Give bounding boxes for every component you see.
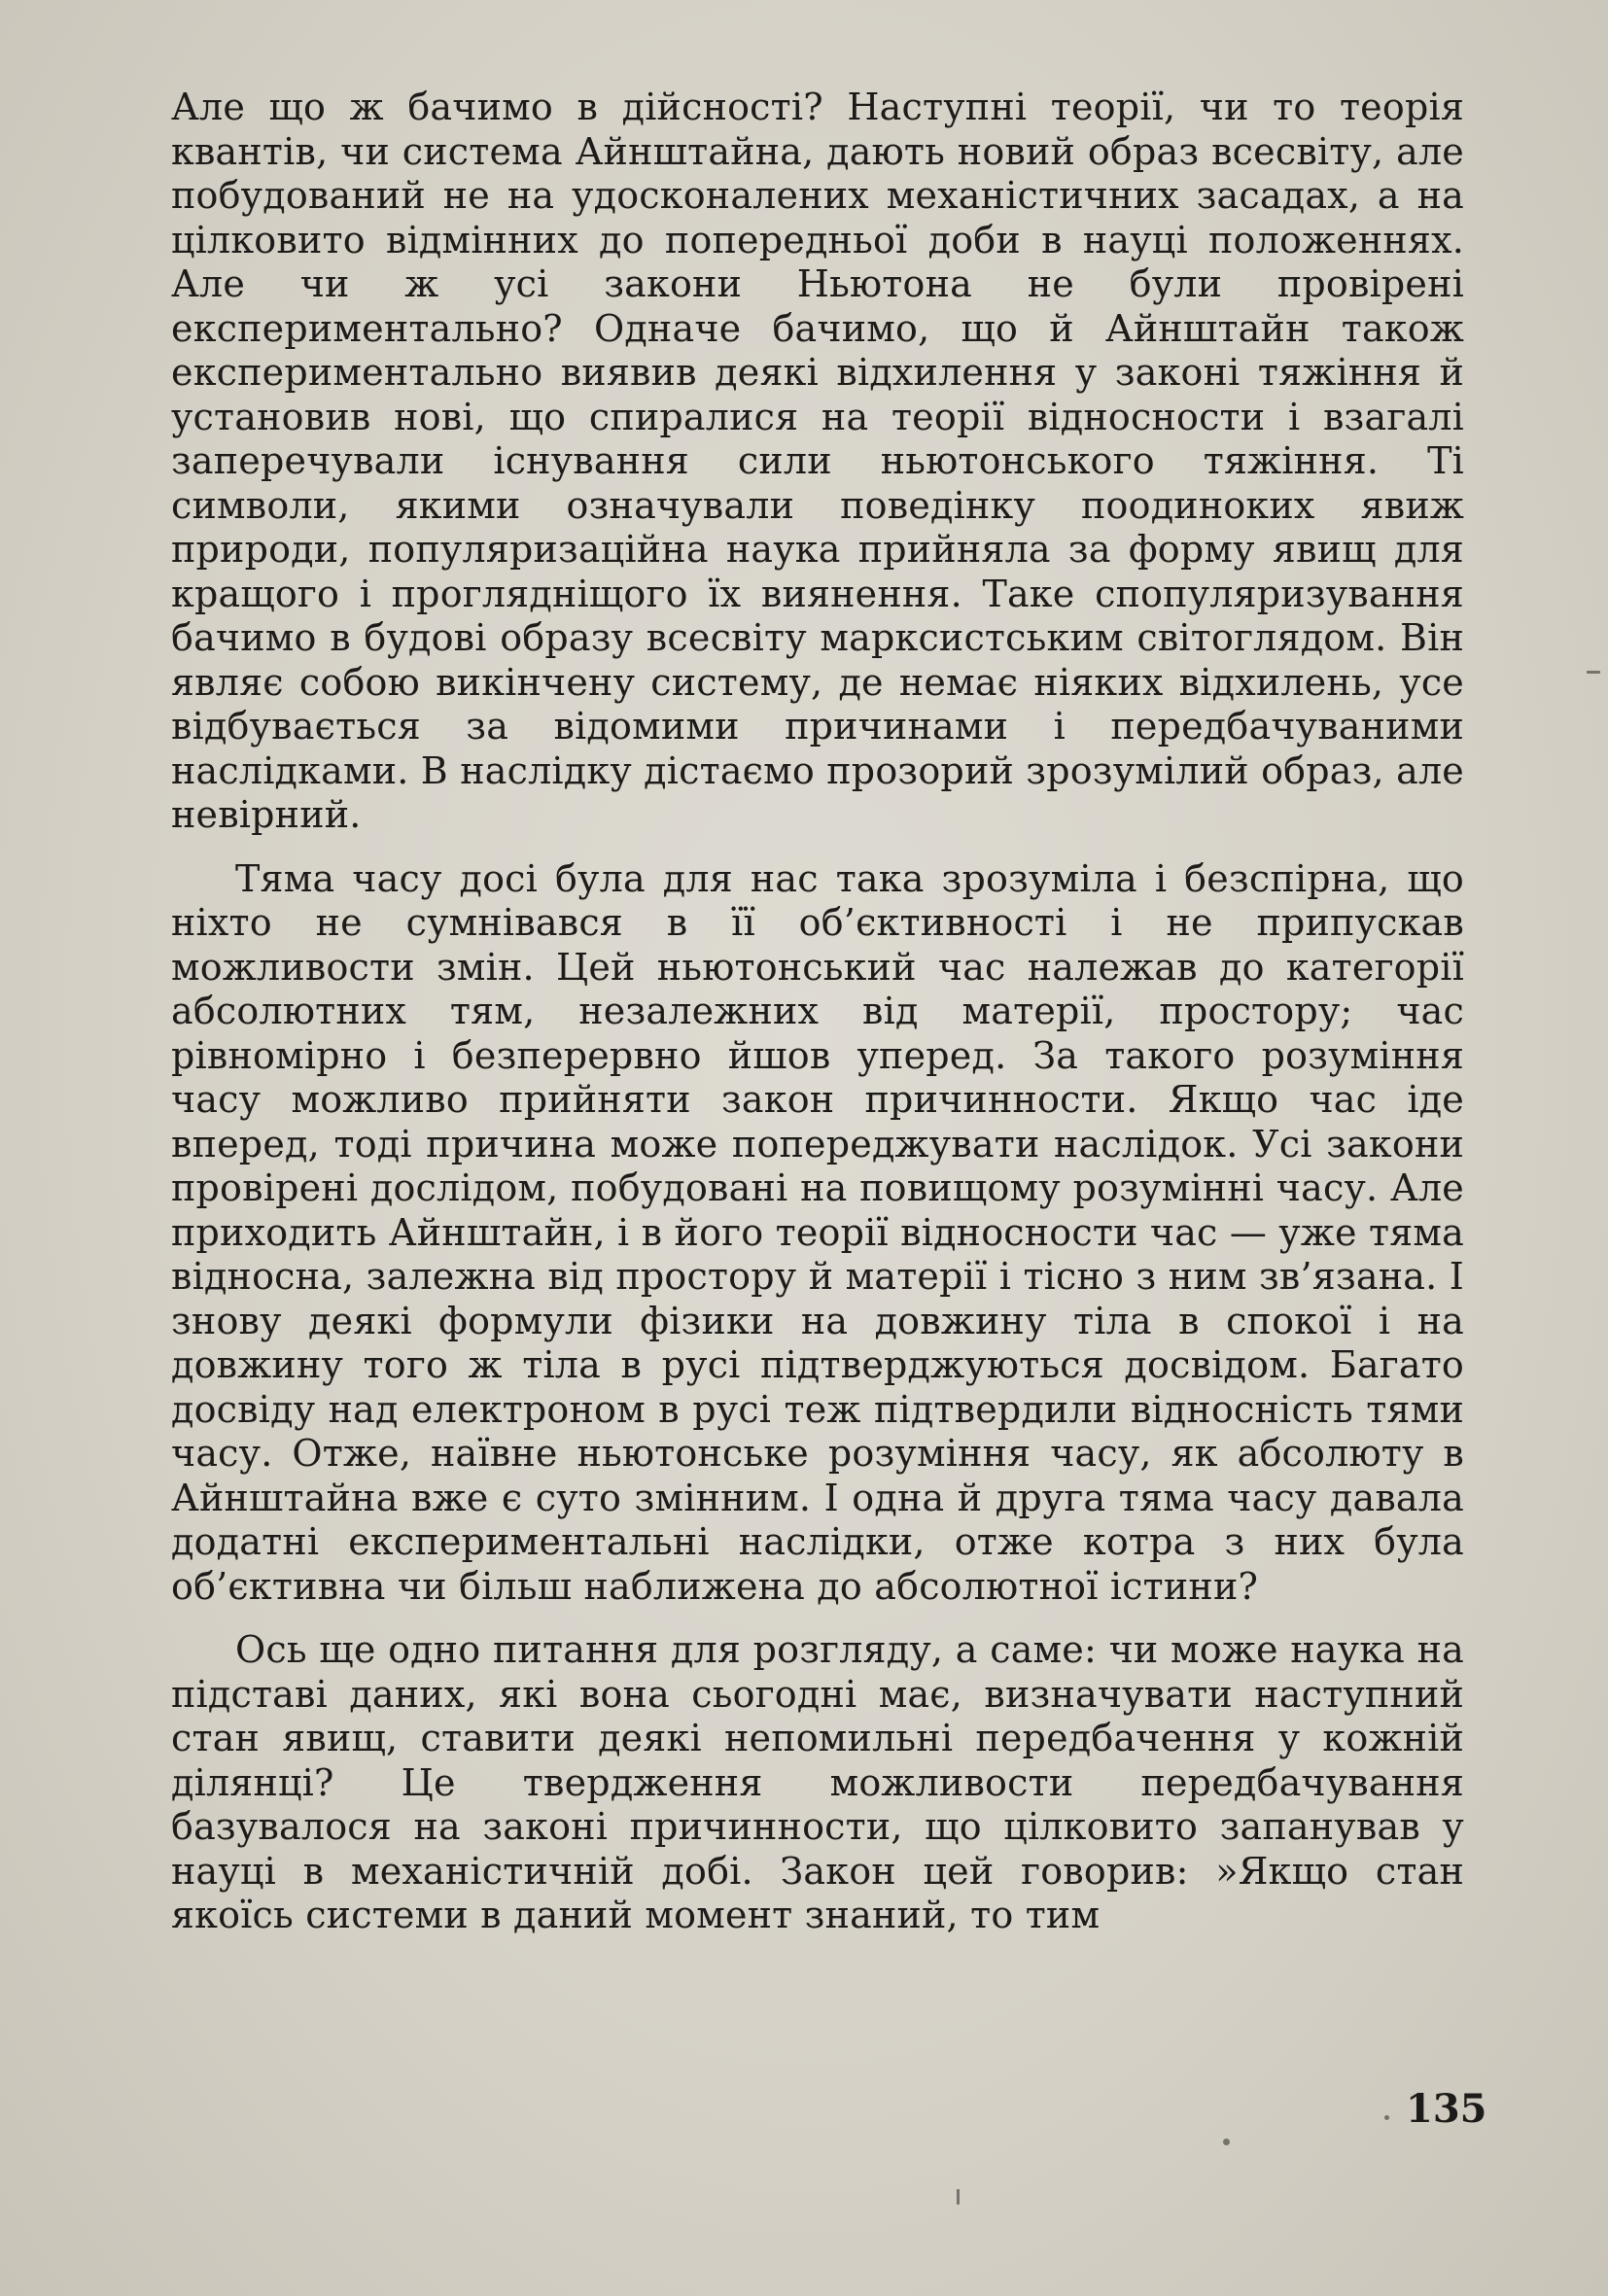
- paragraph-1: Але що ж бачимо в дійсності? Наступні теорії, чи то теорія квантів, чи система Айнштайна, дають новий образ всесвіту, але побудований не на удосконалених механістичних засадах, а на цілковито відмінних до попередньої доби в науці положеннях. Але чи ж усі закони Ньютона не були провірені експериментально? Одначе бачимо, що й Айнштайн також експериментально виявив деякі відхилення у законі тяжіння й установив нові, що спиралися на теорії відносности і взагалі заперечували існування сили ньютонського тяжіння. Ті символи, якими означували поведінку поодиноких явиж природи, популяризаційна наука прийняла за форму явищ для кращого і проглядніщого їх виянення. Таке спопуляризування бачимо в будові образу всесвіту марксистським світоглядом. Він являє собою викінчену систему, де немає ніяких відхилень, усе відбувається за відомими причинами і передбачуваними наслідками. В наслідку дістаємо прозорий зрозумілий образ, але невірний.: [171, 86, 1464, 836]
- ink-speck: [957, 2189, 960, 2205]
- paragraph-3: Ось ще одно питання для розгляду, а саме: чи може наука на підставі даних, які вона сьогодні має, визначувати наступний стан явищ, ставити деякі непомильні передбачення у кожній ділянці? Це твердження можливости передбачування базувалося на законі причинности, що цілковито запанував у науці в механістичній добі. Закон цей говорив: »Якщо стан якоїсь системи в даний момент знаний, то тим: [171, 1628, 1464, 1936]
- paragraph-2: Тяма часу досі була для нас така зрозуміла і безспірна, що ніхто не сумнівався в її об’єктивності і не припускав можливости змін. Цей ньютонський час належав до категорії абсолютних тям, незалежних від матерії, простору; час рівномірно і безперервно йшов уперед. За такого розуміння часу можливо прийняти закон причинности. Якщо час іде вперед, тоді причина може попереджувати наслідок. Усі закони провірені дослідом, побудовані на повищому розумінні часу. Але приходить Айнштайн, і в його теорії відносности час — уже тяма відносна, залежна від простору й матерії і тісно з ним зв’язана. І знову деякі формули фізики на довжину тіла в спокої і на довжину того ж тіла в русі підтверджуються досвідом. Багато досвіду над електроном в русі теж підтвердили відносність тями часу. Отже, наївне ньютонське розуміння часу, як абсолюту в Айнштайна вже є суто змінним. І одна й друга тяма часу давала додатні експериментальні наслідки, отже котра з них була об’єктивна чи більш наближена до абсолютної істини?: [171, 856, 1464, 1608]
- page-number: 135: [1406, 2086, 1487, 2132]
- ink-speck: [1587, 671, 1600, 674]
- body-text: [171, 86, 1464, 1938]
- ink-speck: [1223, 2139, 1230, 2145]
- ink-speck: [1384, 2115, 1389, 2120]
